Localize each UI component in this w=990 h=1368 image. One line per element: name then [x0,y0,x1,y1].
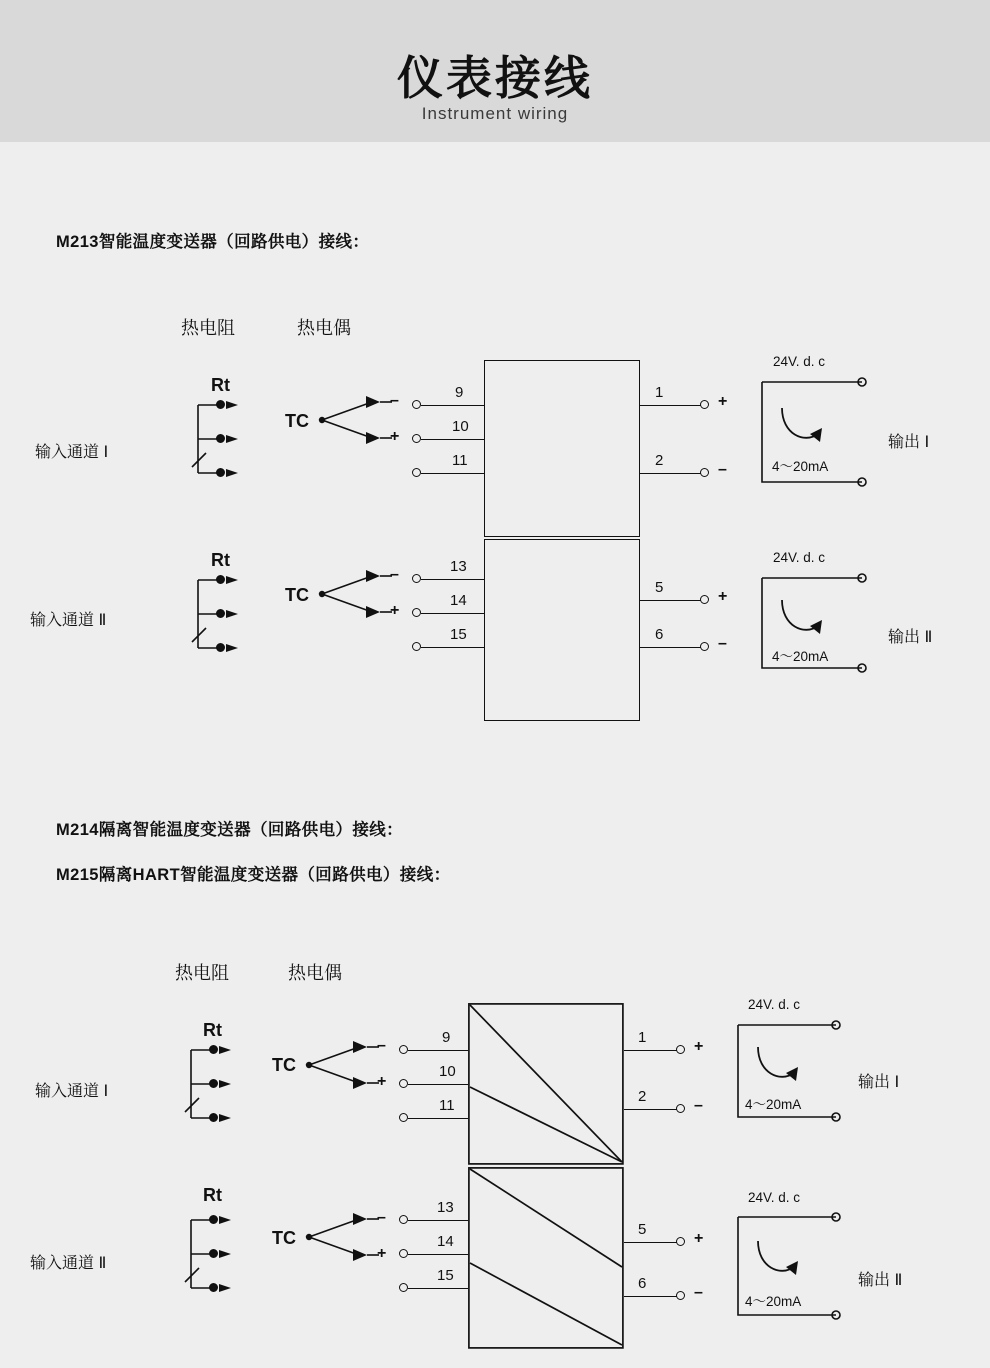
wiring-diagram-m213 [0,300,990,740]
page-header-banner [0,0,990,142]
device-box-channel-1 [484,360,640,537]
terminal-5-dot [700,595,709,604]
out-plus-ch2: + [718,588,728,605]
terminal-2-dot [700,468,709,477]
lead-10-2 [408,1084,468,1085]
rtd-terminal-ch1-c [216,468,225,477]
terminal-11-dot [412,468,421,477]
terminal-1-dot-2 [676,1045,685,1054]
input-channel-2-label: 输入通道 Ⅱ [30,612,107,629]
out-minus-2-ch1: – [694,1097,703,1114]
terminal-14-dot [412,608,421,617]
terminal-6-dot [700,642,709,651]
out-minus-ch2: – [718,635,727,652]
rtd-terminal-2-ch2-a [209,1215,218,1224]
rtd-header-2: 热电阻 [175,963,229,983]
terminal-label-1: 1 [655,384,664,401]
supply-label-2-ch1: 24V. d. c [748,997,801,1012]
out-minus-ch1: – [718,461,727,478]
rtd-terminal-ch1-a [216,400,225,409]
input-channel-1-label: 输入通道 Ⅰ [35,444,109,461]
terminal-label-15: 15 [450,626,467,643]
current-label-ch1: 4～20mA [772,459,829,474]
lead-10 [421,439,484,440]
terminal-2-dot-2 [676,1104,685,1113]
rtd-terminal-ch2-b [216,609,225,618]
out-minus-2-ch2: – [694,1284,703,1301]
rt-label-2-ch2: Rt [203,1185,222,1205]
terminal-label-5: 5 [655,579,664,596]
input-channel-1-label-2: 输入通道 Ⅰ [35,1083,109,1100]
rt-label-ch1: Rt [211,375,230,395]
out-lead-5 [640,600,703,601]
rtd-terminal-2-ch2-b [209,1249,218,1258]
terminal-label-6: 6 [655,626,664,643]
terminal-13-dot [412,574,421,583]
current-label-2-ch2: 4～20mA [745,1294,802,1309]
terminal-10-dot [412,434,421,443]
terminal-9-dot [412,400,421,409]
terminal-1-dot [700,400,709,409]
tc-label-ch1: TC [285,411,309,431]
page-subtitle: Instrument wiring [421,104,569,123]
terminal-9-dot-2 [399,1045,408,1054]
rtd-terminal-2-ch1-b [209,1079,218,1088]
lead-9-2 [408,1050,468,1051]
rt-label-2-ch1: Rt [203,1020,222,1040]
terminal-11-dot-2 [399,1113,408,1122]
lead-11-2 [408,1118,468,1119]
current-label-2-ch1: 4～20mA [745,1097,802,1112]
output-channel-1-label: 输出 Ⅰ [888,434,930,451]
input-channel-2-label-2: 输入通道 Ⅱ [30,1255,107,1272]
tc-plus-2-ch2: + [377,1245,387,1262]
rtd-symbol-2-ch1 [183,1040,303,1160]
out-plus-2-ch1: + [694,1038,704,1055]
terminal-15-dot [412,642,421,651]
terminal-label-13: 13 [450,558,467,575]
terminal-label-10: 10 [452,418,469,435]
tc-minus-ch1: – [390,392,399,409]
rtd-terminal-2-ch1-a [209,1045,218,1054]
terminal-label-2-2: 2 [638,1088,647,1105]
terminal-14-dot-2 [399,1249,408,1258]
rtd-terminal-ch1-b [216,434,225,443]
terminal-label-14-2: 14 [437,1233,454,1250]
terminal-10-dot-2 [399,1079,408,1088]
isolated-device-box-channel-2 [468,1167,624,1349]
output-channel-2-label-2: 输出 Ⅱ [858,1272,903,1289]
tc-label-2-ch1: TC [272,1055,296,1075]
out-lead-1-2 [624,1050,680,1051]
out-lead-6-2 [624,1296,680,1297]
tc-header-2: 热电偶 [288,963,342,983]
terminal-13-dot-2 [399,1215,408,1224]
out-plus-ch1: + [718,393,728,410]
rtd-terminal-2-ch1-c [209,1113,218,1122]
rtd-terminal-ch2-a [216,575,225,584]
caption-m213: M213智能温度变送器（回路供电）接线： [56,233,370,251]
tc-label-ch2: TC [285,585,309,605]
terminal-label-9-2: 9 [442,1029,451,1046]
out-lead-2-2 [624,1109,680,1110]
out-lead-5-2 [624,1242,680,1243]
lead-15-2 [408,1288,468,1289]
caption-m215: M215隔离HART智能温度变送器（回路供电）接线： [56,866,451,884]
isolated-device-box-channel-1 [468,1003,624,1165]
current-label-ch2: 4～20mA [772,649,829,664]
terminal-6-dot-2 [676,1291,685,1300]
lead-13 [421,579,484,580]
tc-minus-ch2: – [390,566,399,583]
lead-14-2 [408,1254,468,1255]
device-box-channel-2 [484,539,640,721]
out-lead-2 [640,473,703,474]
terminal-label-6-2: 6 [638,1275,647,1292]
terminal-label-10-2: 10 [439,1063,456,1080]
tc-header-1: 热电偶 [297,318,351,338]
supply-label-ch2: 24V. d. c [773,550,826,565]
terminal-15-dot-2 [399,1283,408,1292]
tc-label-2-ch2: TC [272,1228,296,1248]
tc-minus-2-ch1: – [377,1037,386,1054]
terminal-label-1-2: 1 [638,1029,647,1046]
rt-label-ch2: Rt [211,550,230,570]
supply-label-2-ch2: 24V. d. c [748,1190,801,1205]
wiring-diagram-m214-m215 [0,945,990,1365]
out-lead-1 [640,405,703,406]
rtd-terminal-ch2-c [216,643,225,652]
terminal-label-2: 2 [655,452,664,469]
output-channel-1-label-2: 输出 Ⅰ [858,1074,900,1091]
terminal-label-14: 14 [450,592,467,609]
lead-14 [421,613,484,614]
terminal-5-dot-2 [676,1237,685,1246]
terminal-label-5-2: 5 [638,1221,647,1238]
terminal-label-15-2: 15 [437,1267,454,1284]
rtd-header-1: 热电阻 [181,318,235,338]
tc-plus-ch2: + [390,602,400,619]
output-channel-2-label: 输出 Ⅱ [888,629,933,646]
lead-13-2 [408,1220,468,1221]
page-title: 仪表接线 [397,52,593,104]
lead-9 [421,405,484,406]
rtd-symbol-2-ch2 [183,1210,303,1330]
terminal-label-11-2: 11 [439,1097,455,1114]
supply-label-ch1: 24V. d. c [773,354,826,369]
tc-plus-2-ch1: + [377,1073,387,1090]
tc-plus-ch1: + [390,428,400,445]
rtd-symbol-ch1 [190,395,310,515]
lead-11 [421,473,484,474]
lead-15 [421,647,484,648]
rtd-symbol-ch2 [190,570,310,690]
out-plus-2-ch2: + [694,1230,704,1247]
terminal-label-13-2: 13 [437,1199,454,1216]
out-lead-6 [640,647,703,648]
terminal-label-9: 9 [455,384,464,401]
tc-minus-2-ch2: – [377,1209,386,1226]
caption-m214: M214隔离智能温度变送器（回路供电）接线： [56,821,404,839]
rtd-terminal-2-ch2-c [209,1283,218,1292]
terminal-label-11: 11 [452,452,468,469]
